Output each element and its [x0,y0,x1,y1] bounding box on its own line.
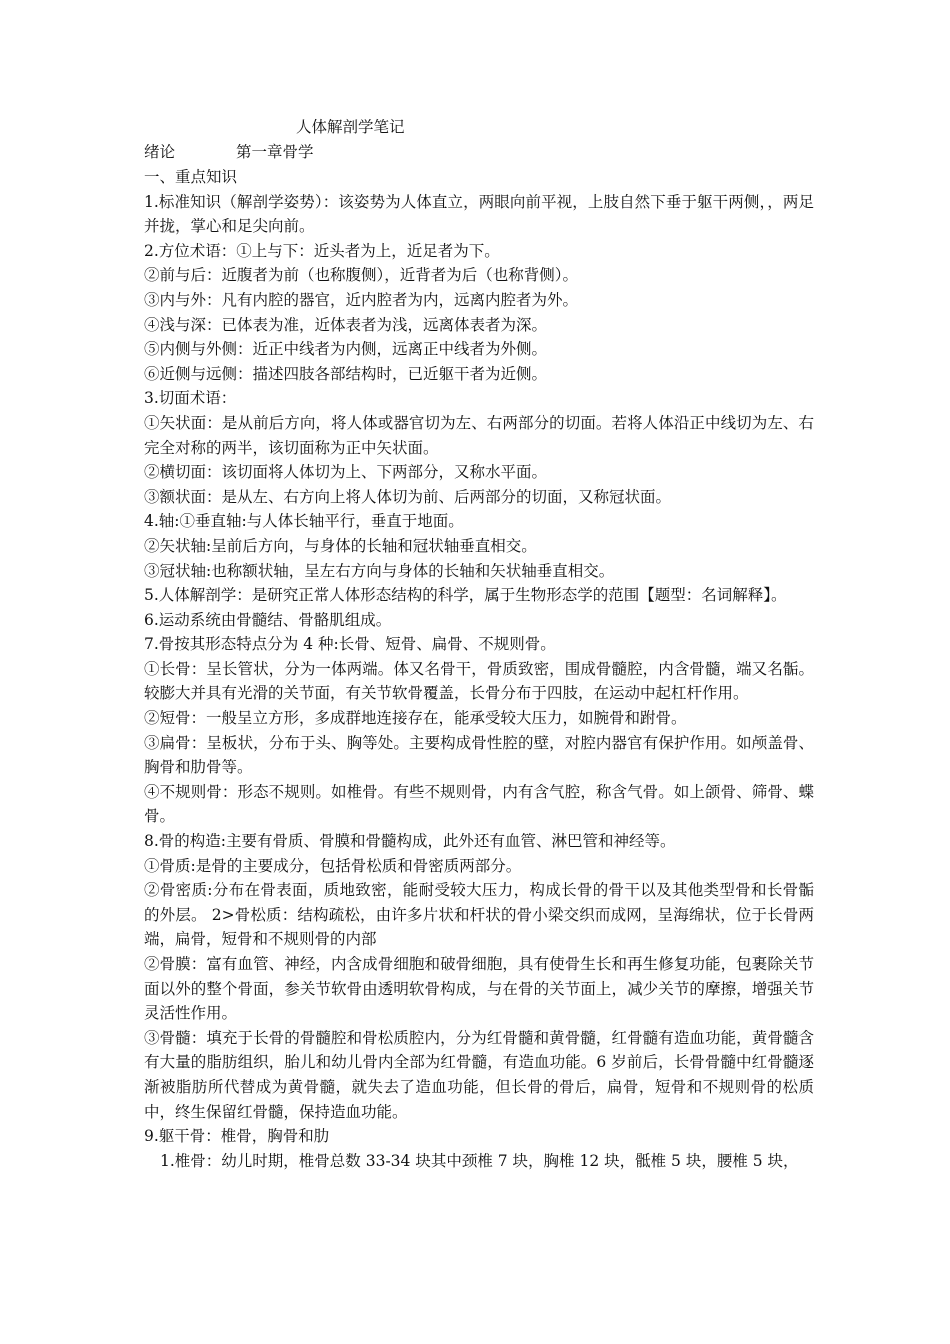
paragraph: ②前与后：近腹者为前（也称腹侧），近背者为后（也称背侧）。 [144,266,579,285]
paragraph: 1.椎骨：幼儿时期，椎骨总数 33-34 块其中颈椎 7 块，胸椎 12 块，骶椎 5 块，腰椎 5 块， [160,1151,799,1170]
paragraph: ②骨膜：富有血管、神经，内含成骨细胞和破骨细胞，具有使骨生长和再生修复功能，包裹除关节面以外的整个骨面，参关节软骨由透明软骨构成，与在骨的关节面上，减少关节的摩擦，增强关节灵活性作用。 [144,955,814,1023]
paragraph: ①骨质:是骨的主要成分，包括骨松质和骨密质两部分。 [144,856,522,875]
paragraph: ②短骨：一般呈立方形，多成群地连接存在，能承受较大压力，如腕骨和跗骨。 [144,709,687,728]
chapter-heading-row [144,140,814,165]
paragraph: ②横切面：该切面将人体切为上、下两部分，又称水平面。 [144,463,548,482]
paragraph: 2.方位术语：①上与下：近头者为上，近足者为下。 [144,241,500,260]
paragraph: ③内与外：凡有内腔的器官，近内腔者为内，远离内腔者为外。 [144,290,579,309]
paragraph: 7.骨按其形态特点分为 4 种:长骨、短骨、扁骨、不规则骨。 [144,635,556,654]
chapter-label: 第一章骨学 [236,143,314,161]
intro-label: 绪论 [144,143,176,161]
paragraph: ①矢状面：是从前后方向，将人体或器官切为左、右两部分的切面。若将人体沿正中线切为左、右完全对称的两半，该切面称为正中矢状面。 [144,413,814,457]
paragraph: 5.人体解剖学：是研究正常人体形态结构的科学，属于生物形态学的范围【题型：名词解释】。 [144,586,787,605]
paragraph: ②骨密质:分布在骨表面，质地致密，能耐受较大压力，构成长骨的骨干以及其他类型骨和长骨骺的外层。 2>骨松质：结构疏松，由许多片状和杆状的骨小梁交织而成网，呈海绵状，位于长骨两端，扁骨，短骨和不规则骨的内部 [144,881,814,949]
paragraph: 1.标准知识（解剖学姿势）：该姿势为人体直立，两眼向前平视，上肢自然下垂于躯干两侧，，两足并拢，掌心和足尖向前。 [144,192,814,236]
paragraph: 3.切面术语： [144,389,237,408]
paragraph: ③骨髓：填充于长骨的骨髓腔和骨松质腔内，分为红骨髓和黄骨髓，红骨髓有造血功能，黄骨髓含有大量的脂肪组织，胎儿和幼儿骨内全部为红骨髓，有造血功能。6 岁前后，长骨骨髓中红骨髓逐渐被脂肪所代替成为黄骨髓，就失去了造血功能，但长骨的骨后，扁骨，短骨和不规则骨的松质中，终生保留红骨髓，保持造血功能。 [144,1028,814,1121]
paragraph: ④不规则骨：形态不规则。如椎骨。有些不规则骨，内有含气腔，称含气骨。如上颌骨、筛骨、蝶骨。 [144,782,814,826]
paragraph: ②矢状轴:呈前后方向，与身体的长轴和冠状轴垂直相交。 [144,536,537,555]
paragraph: ③额状面：是从左、右方向上将人体切为前、后两部分的切面，又称冠状面。 [144,487,672,506]
paragraph: ⑤内侧与外侧：近正中线者为内侧，远离正中线者为外侧。 [144,340,548,359]
paragraph: ①长骨：呈长管状，分为一体两端。体又名骨干，骨质致密，围成骨髓腔，内含骨髓，端又名骺。较膨大并具有光滑的关节面，有关节软骨覆盖，长骨分布于四肢，在运动中起杠杆作用。 [144,659,814,703]
paragraph: ⑥近侧与远侧：描述四肢各部结构时，已近躯干者为近侧。 [144,364,548,383]
document-page [144,114,814,1173]
paragraph: 9.躯干骨：椎骨，胸骨和肋 [144,1127,330,1146]
paragraph: 8.骨的构造:主要有骨质、骨膜和骨髓构成，此外还有血管、淋巴管和神经等。 [144,832,676,851]
paragraph: 4.轴:①垂直轴:与人体长轴平行，垂直于地面。 [144,512,464,531]
paragraph: ③扁骨：呈板状，分布于头、胸等处。主要构成骨性腔的壁，对腔内器官有保护作用。如颅盖骨、胸骨和肋骨等。 [144,733,814,777]
document-title: 人体解剖学笔记 [296,118,405,136]
section-heading: 一、重点知识 [144,168,238,186]
paragraph: ③冠状轴:也称额状轴，呈左右方向与身体的长轴和矢状轴垂直相交。 [144,561,615,580]
paragraph: 6.运动系统由骨髓结、骨骼肌组成。 [144,610,392,629]
paragraph: ④浅与深：已体表为准，近体表者为浅，远离体表者为深。 [144,315,548,334]
